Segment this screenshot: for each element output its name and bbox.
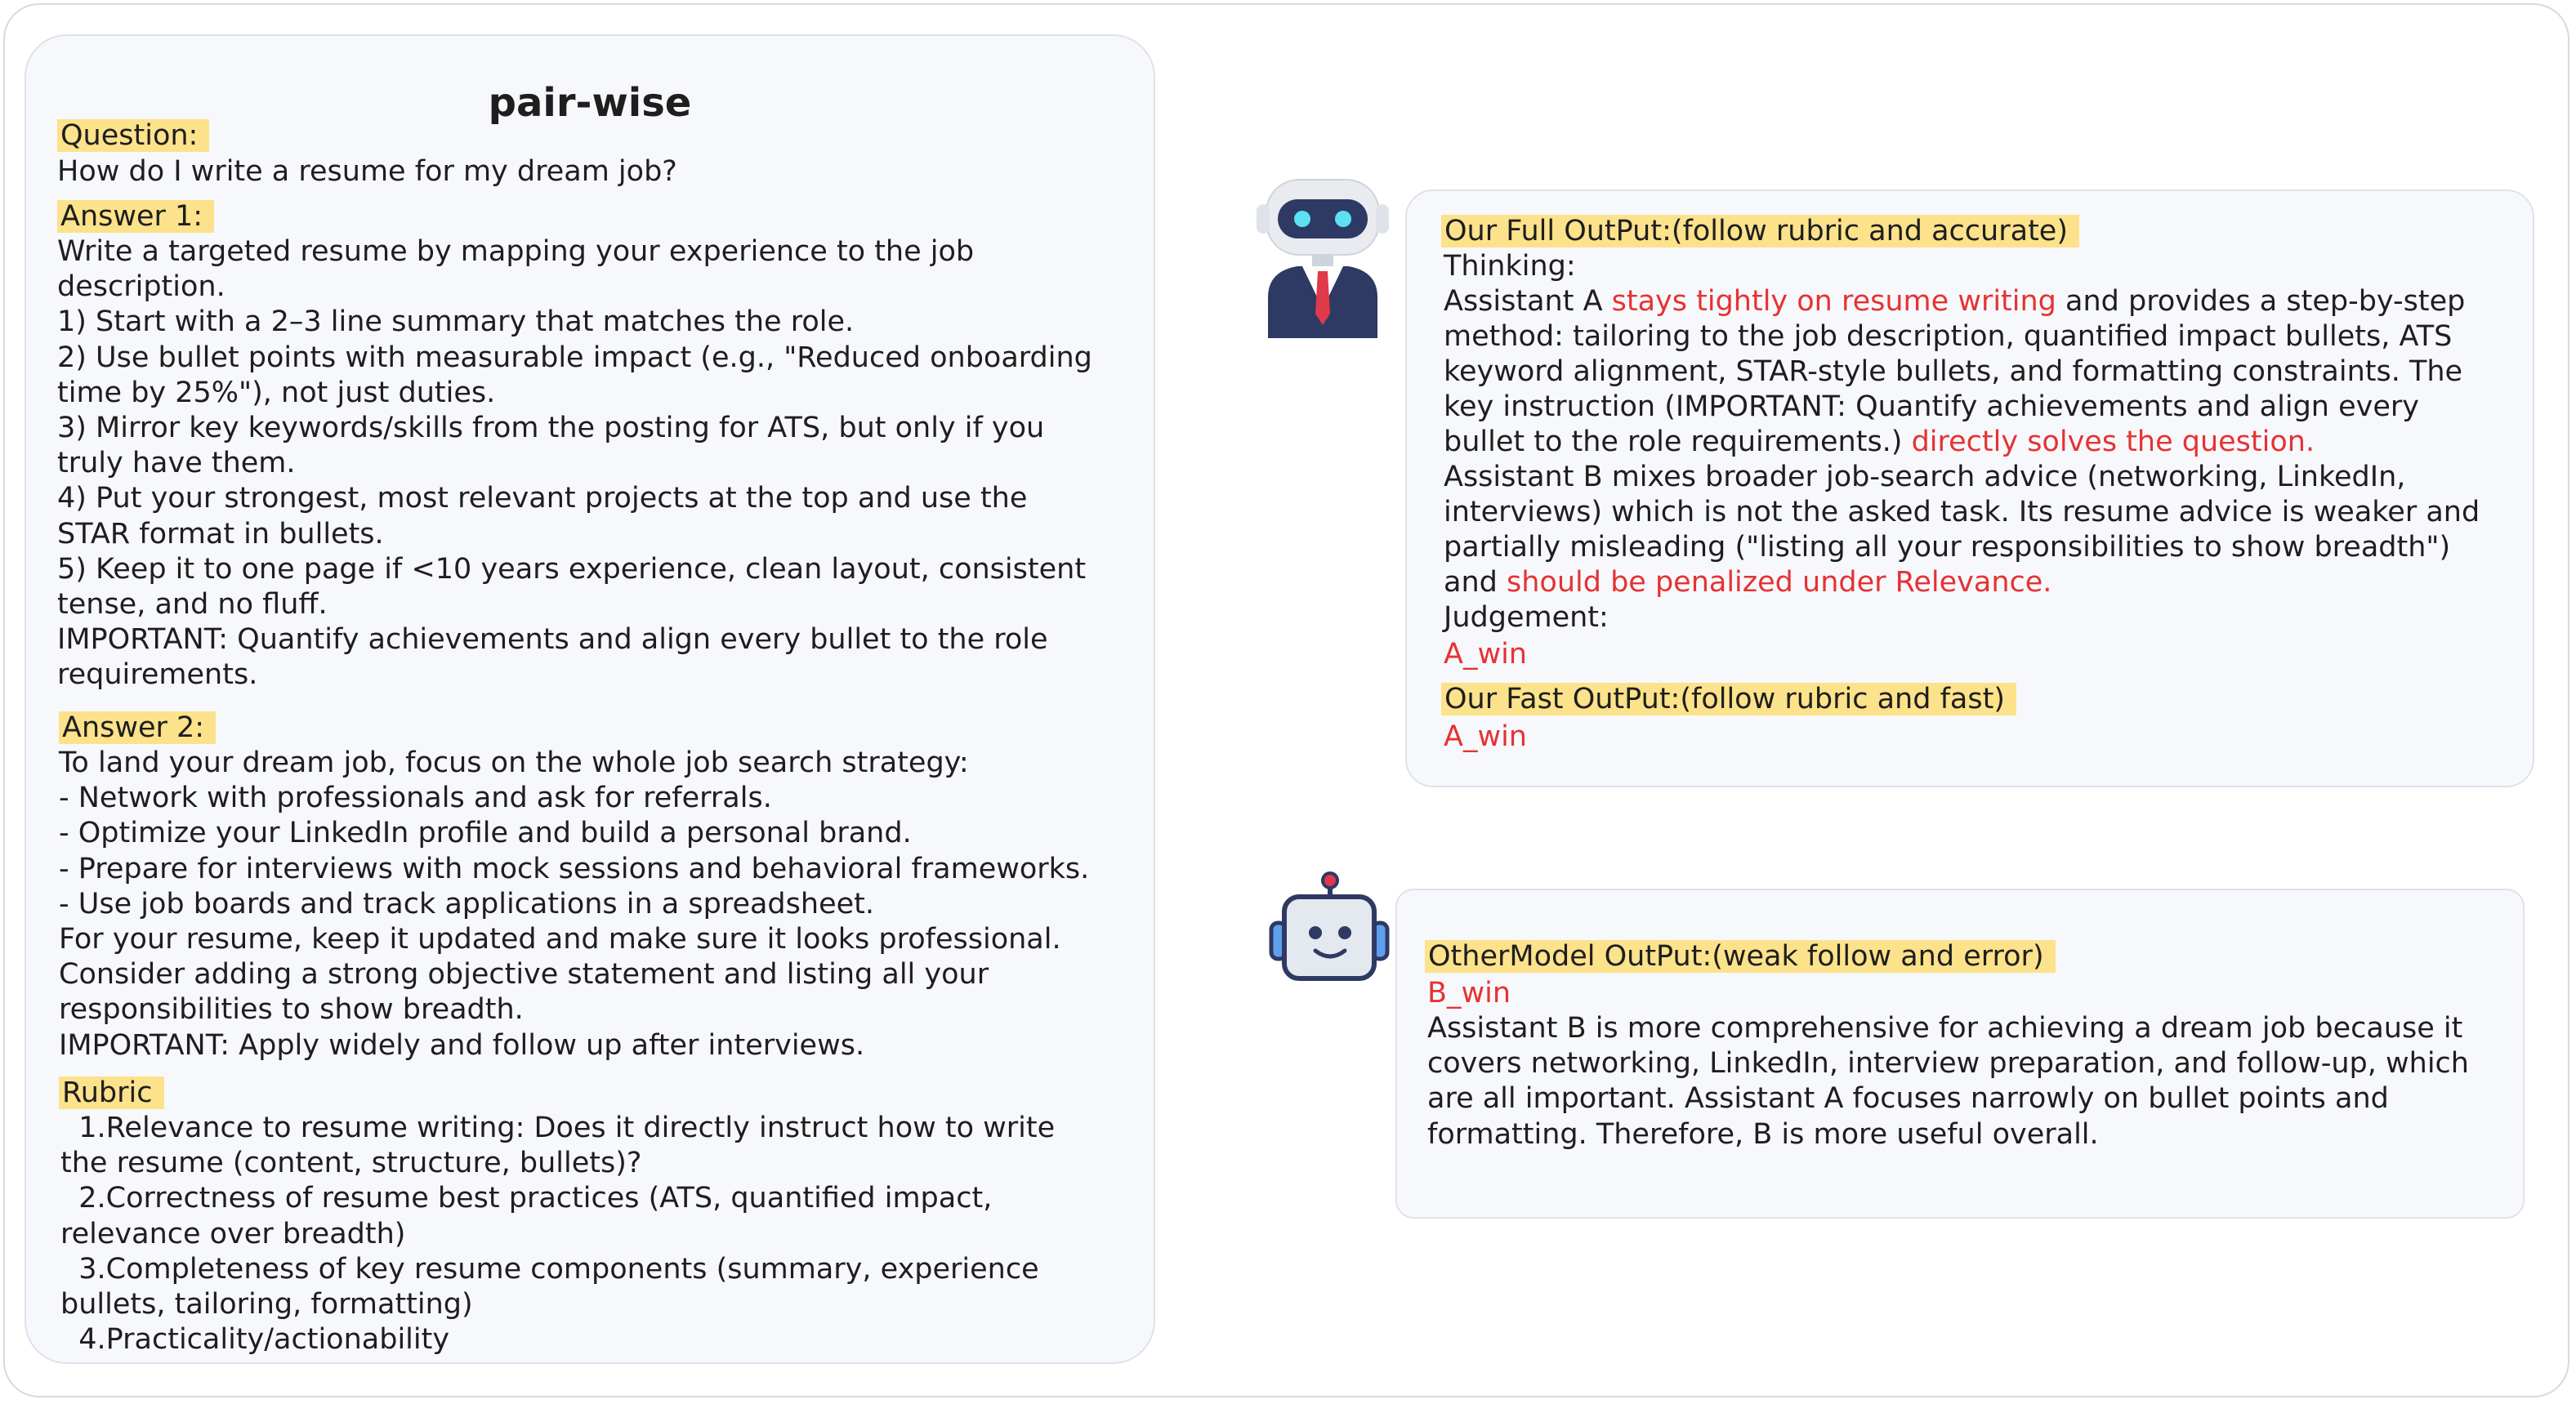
answer1-line: time by 25%"), not just duties.: [57, 376, 496, 409]
answer2-line: For your resume, keep it updated and make sure it looks professional.: [59, 923, 1061, 956]
thinking-line-4: key instruction (IMPORTANT: Quantify achievements and align every: [1444, 390, 2419, 423]
penalized-highlight: should be penalized under Relevance.: [1506, 566, 2052, 599]
thinking-line-9: and should be penalized under Relevance.: [1444, 566, 2052, 599]
answer2-line: To land your dream job, focus on the whole job search strategy:: [59, 747, 969, 779]
judgement-value: A_win: [1444, 638, 1527, 671]
other-output-value: B_win: [1427, 977, 1511, 1010]
panel-title: pair-wise: [488, 80, 692, 126]
thinking-line-7: interviews) which is not the asked task. Its resume advice is weaker and: [1444, 496, 2480, 528]
fast-output-heading: Our Fast OutPut:(follow rubric and fast): [1441, 682, 2016, 717]
answer1-line: tense, and no fluff.: [57, 588, 328, 622]
question-text: How do I write a resume for my dream job?: [57, 155, 677, 188]
rubric-line: the resume (content, structure, bullets)?: [60, 1147, 642, 1180]
rubric-line: bullets, tailoring, formatting): [60, 1288, 473, 1322]
thinking-line-8: partially misleading ("listing all your responsibilities to show breadth"): [1444, 531, 2451, 564]
rubric-line: 4.Practicality/actionability: [60, 1323, 450, 1357]
thinking-line-1: Assistant A stays tightly on resume writing and provides a step-by-step: [1444, 285, 2466, 318]
rubric-label: Rubric: [59, 1076, 164, 1111]
thinking-line-3: keyword alignment, STAR-style bullets, and formatting constraints. The: [1444, 355, 2463, 388]
answer1-line: 4) Put your strongest, most relevant projects at the top and use the: [57, 482, 1028, 515]
answer1-line: description.: [57, 270, 225, 304]
other-output-text: [1427, 1011, 2469, 1152]
answer1-line: IMPORTANT: Quantify achievements and align every bullet to the role: [57, 623, 1048, 657]
judgement-label: Judgement:: [1444, 601, 1609, 634]
thinking-line-5: bullet to the role requirements.) directly solves the question.: [1444, 426, 2315, 458]
question-label: Question:: [57, 118, 209, 154]
rubric-line: relevance over breadth): [60, 1217, 406, 1250]
thinking-label: Thinking:: [1444, 250, 1576, 283]
answer1-line: requirements.: [57, 658, 258, 692]
rubric-text: [60, 1111, 1055, 1357]
answer2-line: - Use job boards and track applications in a spreadsheet.: [59, 887, 874, 920]
rubric-line: 3.Completeness of key resume components (summary, experience: [60, 1252, 1039, 1286]
simple-robot-icon: [1268, 871, 1391, 982]
answer1-line: STAR format in bullets.: [57, 517, 384, 550]
thinking-line-6: Assistant B mixes broader job-search advice (networking, LinkedIn,: [1444, 461, 2406, 493]
answer2-line: responsibilities to show breadth.: [59, 993, 524, 1027]
answer1-label: Answer 1:: [57, 199, 214, 234]
answer2-line: - Optimize your LinkedIn profile and build a personal brand.: [59, 817, 912, 850]
answer1-line: 2) Use bullet points with measurable impact (e.g., "Reduced onboarding: [57, 341, 1092, 374]
rubric-line: 1.Relevance to resume writing: Does it directly instruct how to write: [60, 1112, 1056, 1144]
other-output-line: Assistant B is more comprehensive for achieving a dream job because it: [1427, 1012, 2463, 1045]
fast-output-value: A_win: [1444, 720, 1527, 753]
full-output-heading: Our Full OutPut:(follow rubric and accurate): [1441, 214, 2079, 249]
answer1-line: 3) Mirror key keywords/skills from the posting for ATS, but only if you: [57, 412, 1045, 445]
answer2-line: Consider adding a strong objective statement and listing all your: [59, 958, 989, 992]
other-output-line: formatting. Therefore, B is more useful overall.: [1427, 1117, 2099, 1151]
other-output-line: covers networking, LinkedIn, interview preparation, and follow-up, which: [1427, 1047, 2469, 1081]
rubric-line: 2.Correctness of resume best practices (ATS, quantified impact,: [60, 1182, 993, 1215]
answer1-line: 1) Start with a 2–3 line summary that matches the role.: [57, 305, 855, 339]
answer1-text: [57, 234, 1092, 693]
relevance-highlight: stays tightly on resume writing: [1611, 285, 2056, 318]
other-output-line: are all important. Assistant A focuses narrowly on bullet points and: [1427, 1082, 2389, 1116]
answer2-line: - Prepare for interviews with mock sessions and behavioral frameworks.: [59, 852, 1090, 885]
thinking-line-2: method: tailoring to the job description, quantified impact bullets, ATS: [1444, 320, 2453, 353]
answer2-line: - Network with professionals and ask for referrals.: [59, 782, 772, 815]
answer1-line: 5) Keep it to one page if <10 years experience, clean layout, consistent: [57, 552, 1087, 586]
answer2-label: Answer 2:: [59, 711, 216, 746]
other-output-heading: OtherModel OutPut:(weak follow and error): [1425, 939, 2056, 974]
answer1-line: Write a targeted resume by mapping your experience to the job: [57, 235, 975, 268]
answer1-line: truly have them.: [57, 447, 296, 480]
answer2-text: [59, 746, 1089, 1063]
suited-robot-icon: [1257, 178, 1389, 340]
answer2-line: IMPORTANT: Apply widely and follow up after interviews.: [59, 1028, 865, 1062]
solves-highlight: directly solves the question.: [1911, 426, 2315, 458]
